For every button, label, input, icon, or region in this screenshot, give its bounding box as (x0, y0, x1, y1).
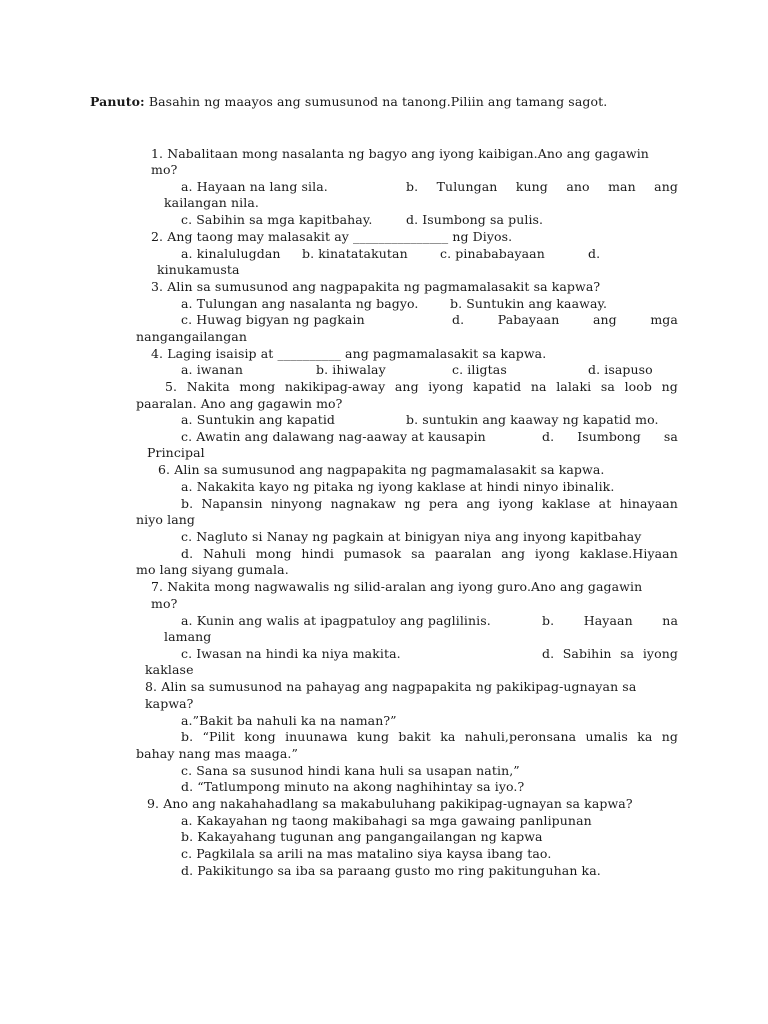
q9-choice-b: b. Kakayahang tugunan ang pangangailangan ng kapwa (181, 829, 543, 844)
q6-text: 6. Alin sa sumusunod ang nagpapakita ng pagmamalasakit sa kapwa. (158, 462, 605, 477)
q1-text: 1. Nabalitaan mong nasalanta ng bagyo ang iyong kaibigan.Ano ang gagawin (151, 146, 649, 161)
q6-choice-d-cont: mo lang siyang gumala. (136, 562, 289, 577)
q8-choice-a: a.”Bakit ba nahuli ka na naman?” (181, 713, 397, 728)
q7-choice-b-cont: lamang (164, 629, 212, 644)
q9-text: 9. Ano ang nakahahadlang sa makabuluhang pakikipag-ugnayan sa kapwa? (147, 796, 633, 811)
q8-text: 8. Alin sa sumusunod na pahayag ang nagpapakita ng pakikipag-ugnayan sa (145, 679, 637, 694)
q4-choice-c: c. iligtas (452, 362, 507, 377)
q2-choice-d: d. (588, 246, 601, 261)
q6-choice-b: b. Napansin ninyong nagnakaw ng pera ang iyong kaklase at hinayaan (181, 496, 678, 511)
q9-choice-c: c. Pagkilala sa arili na mas matalino siya kaysa ibang tao. (181, 846, 552, 861)
q3-choice-b: b. Suntukin ang kaaway. (450, 296, 608, 311)
q8-text-cont: kapwa? (145, 696, 194, 711)
q9-choice-a: a. Kakayahan ng taong makibahagi sa mga gawaing panlipunan (181, 813, 592, 828)
q7-choice-d: d. Sabihin sa iyong (542, 646, 678, 661)
q1-choice-d: d. Isumbong sa pulis. (406, 212, 544, 227)
q3-choice-d-cont: nangangailangan (136, 329, 248, 344)
q5-choice-c: c. Awatin ang dalawang nag-aaway at kausapin (181, 429, 486, 444)
q9-choice-d: d. Pakikitungo sa iba sa paraang gusto mo ring pakitunguhan ka. (181, 863, 601, 878)
q1-choice-b: b. Tulungan kung ano man ang (406, 179, 678, 194)
q1-choice-a: a. Hayaan na lang sila. (181, 179, 328, 194)
q5-text: 5. Nakita mong nakikipag-away ang iyong kapatid na lalaki sa loob ng (165, 379, 678, 394)
q1-text-cont: mo? (151, 162, 178, 177)
q8-choice-b-cont: bahay nang mas maaga.” (136, 746, 298, 761)
q6-choice-b-cont: niyo lang (136, 512, 196, 527)
q2-choice-b: b. kinatatakutan (302, 246, 408, 261)
q6-choice-d: d. Nahuli mong hindi pumasok sa paaralan ang iyong kaklase.Hiyaan (181, 546, 678, 561)
q3-text: 3. Alin sa sumusunod ang nagpapakita ng pagmamalasakit sa kapwa? (151, 279, 601, 294)
q2-choice-c: c. pinababayaan (440, 246, 545, 261)
q7-choice-d-cont: kaklase (145, 662, 194, 677)
instructions-text: Basahin ng maayos ang sumusunod na tanong.Piliin ang tamang sagot. (148, 94, 608, 109)
q7-choice-a: a. Kunin ang walis at ipagpatuloy ang paglilinis. (181, 613, 491, 628)
q3-choice-c: c. Huwag bigyan ng pagkain (181, 312, 365, 327)
q2-choice-d-cont: kinukamusta (157, 262, 240, 277)
q5-choice-d-cont: Principal (147, 445, 205, 460)
q3-choice-a: a. Tulungan ang nasalanta ng bagyo. (181, 296, 419, 311)
q1-choice-c: c. Sabihin sa mga kapitbahay. (181, 212, 373, 227)
q4-choice-b: b. ihiwalay (316, 362, 386, 377)
q7-text-cont: mo? (151, 596, 178, 611)
instructions-label: Panuto: (90, 94, 145, 109)
q6-choice-a: a. Nakakita kayo ng pitaka ng iyong kaklase at hindi ninyo ibinalik. (181, 479, 615, 494)
q2-choice-a: a. kinalulugdan (181, 246, 281, 261)
q7-choice-c: c. Iwasan na hindi ka niya makita. (181, 646, 401, 661)
q7-choice-b: b. Hayaan na (542, 613, 678, 628)
q4-text: 4. Laging isaisip at __________ ang pagmamalasakit sa kapwa. (151, 346, 547, 361)
q1-choice-b-cont: kailangan nila. (164, 195, 259, 210)
q8-choice-b: b. “Pilit kong inuunawa kung bakit ka nahuli,peronsana umalis ka ng (181, 729, 678, 744)
q5-choice-b: b. suntukin ang kaaway ng kapatid mo. (406, 412, 659, 427)
q8-choice-c: c. Sana sa susunod hindi kana huli sa usapan natin,” (181, 763, 520, 778)
q4-choice-d: d. isapuso (588, 362, 653, 377)
q4-choice-a: a. iwanan (181, 362, 244, 377)
q5-text-cont: paaralan. Ano ang gagawin mo? (136, 396, 343, 411)
q5-choice-d: d. Isumbong sa (542, 429, 678, 444)
q6-choice-c: c. Nagluto si Nanay ng pagkain at binigyan niya ang inyong kapitbahay (181, 529, 642, 544)
q7-text: 7. Nakita mong nagwawalis ng silid-aralan ang iyong guro.Ano ang gagawin (151, 579, 643, 594)
instructions-line (90, 94, 607, 110)
q2-text: 2. Ang taong may malasakit ay _______________ ng Diyos. (151, 229, 513, 244)
q3-choice-d: d. Pabayaan ang mga (452, 312, 678, 327)
q5-choice-a: a. Suntukin ang kapatid (181, 412, 336, 427)
q8-choice-d: d. “Tatlumpong minuto na akong naghihintay sa iyo.? (181, 779, 525, 794)
